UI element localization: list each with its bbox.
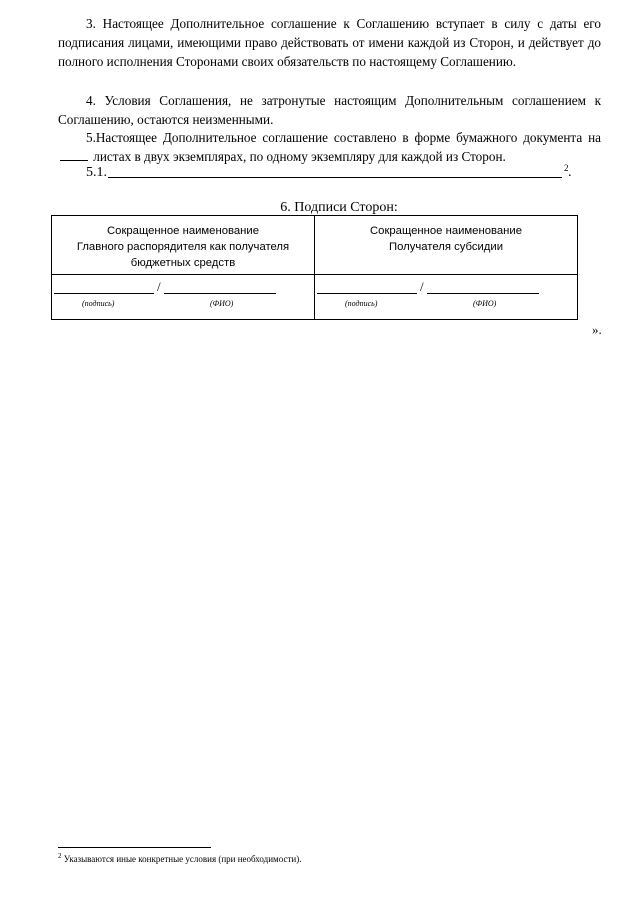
paragraph-4: 4. Условия Соглашения, не затронутые настоящим Дополнительным соглашением к Соглашению, остаются неизменными. — [58, 93, 601, 127]
footnote-separator — [58, 847, 211, 848]
right-party-header — [315, 216, 578, 275]
closing-quote-mark: ». — [592, 322, 602, 337]
paragraph-5-1-number: 5.1. — [86, 165, 107, 180]
paragraph-3: 3. Настоящее Дополнительное соглашение к Соглашению вступает в силу с даты его подписания лицами, имеющими право действовать от имени каждой из Сторон, и действует до полного исполнения Сторонами своих обязательств по настоящему Соглашению. — [58, 16, 601, 69]
paragraph-5 — [58, 128, 601, 166]
footnote-text: Указываются иные конкретные условия (при необходимости). — [63, 854, 302, 864]
paragraph-5-1-blank-line — [108, 177, 562, 178]
paragraph-5-end: листах в двух экземплярах, по одному экземпляру для каждой из Сторон. — [93, 149, 506, 164]
left-header-line-3: бюджетных средств — [130, 257, 236, 269]
footnote — [58, 852, 301, 864]
left-slash: / — [157, 279, 161, 294]
left-name-caption: (ФИО) — [210, 299, 234, 308]
right-header-line-1: Сокращенное наименование — [370, 225, 522, 237]
left-header-line-1: Сокращенное наименование — [107, 225, 259, 237]
right-name-line — [427, 293, 539, 294]
left-signature-line — [54, 293, 154, 294]
right-header-line-2: Получателя субсидии — [388, 241, 504, 253]
right-signature-line — [317, 293, 417, 294]
signatures-table — [51, 215, 578, 320]
left-header-line-2: Главного распорядителя как получателя — [76, 241, 290, 253]
footnote-number: 2 — [58, 852, 62, 860]
paragraph-5-1-end: . — [568, 165, 572, 180]
footnote-reference: 2 — [564, 163, 569, 173]
right-signature-caption: (подпись) — [345, 299, 378, 308]
right-name-caption: (ФИО) — [473, 299, 497, 308]
left-name-line — [164, 293, 276, 294]
right-signature-cell — [315, 275, 578, 320]
right-slash: / — [420, 279, 424, 294]
signatures-title-text: 6. Подписи Сторон: — [280, 200, 398, 215]
left-signature-cell — [52, 275, 315, 320]
paragraph-5-1 — [86, 163, 606, 182]
left-party-header — [52, 216, 315, 275]
left-signature-caption: (подпись) — [82, 299, 115, 308]
sheet-count-blank — [60, 148, 88, 161]
paragraph-5-start: 5.Настоящее Дополнительное соглашение составлено в форме бумажного документа на — [86, 130, 601, 145]
